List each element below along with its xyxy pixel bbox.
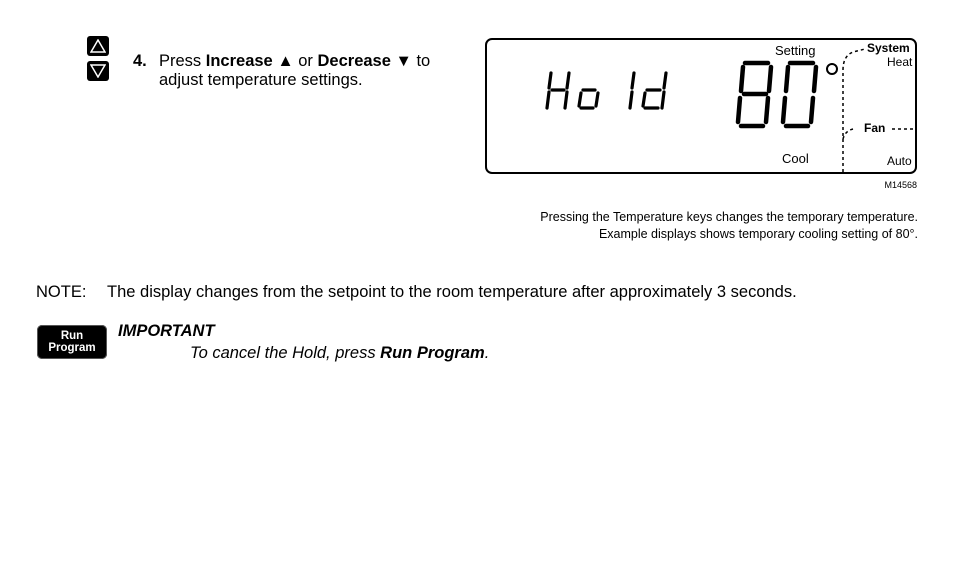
- figure-caption: [540, 209, 918, 243]
- decrease-label: Decrease: [317, 52, 391, 70]
- caption-line-2: Example displays shows temporary cooling setting of 80°.: [598, 227, 918, 241]
- auto-label: Auto: [887, 154, 912, 168]
- run-program-button[interactable]: [37, 325, 107, 359]
- step-text-press: Press: [159, 52, 206, 70]
- step-number: 4.: [133, 52, 147, 70]
- run-program-line-2: Program: [48, 342, 96, 354]
- note-label: NOTE:: [36, 283, 87, 301]
- important-heading: IMPORTANT: [118, 322, 215, 340]
- note: [36, 283, 797, 302]
- increase-key-icon: [87, 36, 109, 56]
- step-line-2: adjust temperature settings.: [159, 71, 363, 89]
- run-program-line-1: Run: [60, 329, 84, 342]
- cool-label: Cool: [782, 151, 809, 166]
- caption-line-1: Pressing the Temperature keys changes the temporary temperature.: [540, 210, 918, 224]
- note-text: The display changes from the setpoint to the room temperature after approximately 3 seconds.: [107, 283, 797, 301]
- figure-code: M14568: [884, 180, 917, 190]
- degree-symbol: [825, 62, 841, 78]
- important-text-pre: To cancel the Hold, press: [190, 344, 381, 362]
- important-text: [190, 344, 489, 363]
- up-arrow: ▲: [277, 52, 294, 70]
- thermostat-display: [485, 38, 917, 174]
- fan-label: Fan: [864, 121, 886, 135]
- hold-segment-text: [545, 68, 675, 112]
- setting-label: Setting: [775, 43, 816, 58]
- system-label: System: [867, 41, 910, 55]
- increase-label: Increase: [205, 52, 273, 70]
- important-text-bold: Run Program: [380, 344, 485, 362]
- temperature-segment-digits: [735, 60, 825, 130]
- step-text-or: or: [293, 52, 318, 70]
- down-arrow: ▼: [395, 52, 412, 70]
- important-text-post: .: [484, 344, 490, 362]
- step-text-to: to: [411, 52, 431, 70]
- step-instruction: [133, 52, 430, 90]
- decrease-key-icon: [87, 61, 109, 81]
- heat-label: Heat: [887, 55, 913, 69]
